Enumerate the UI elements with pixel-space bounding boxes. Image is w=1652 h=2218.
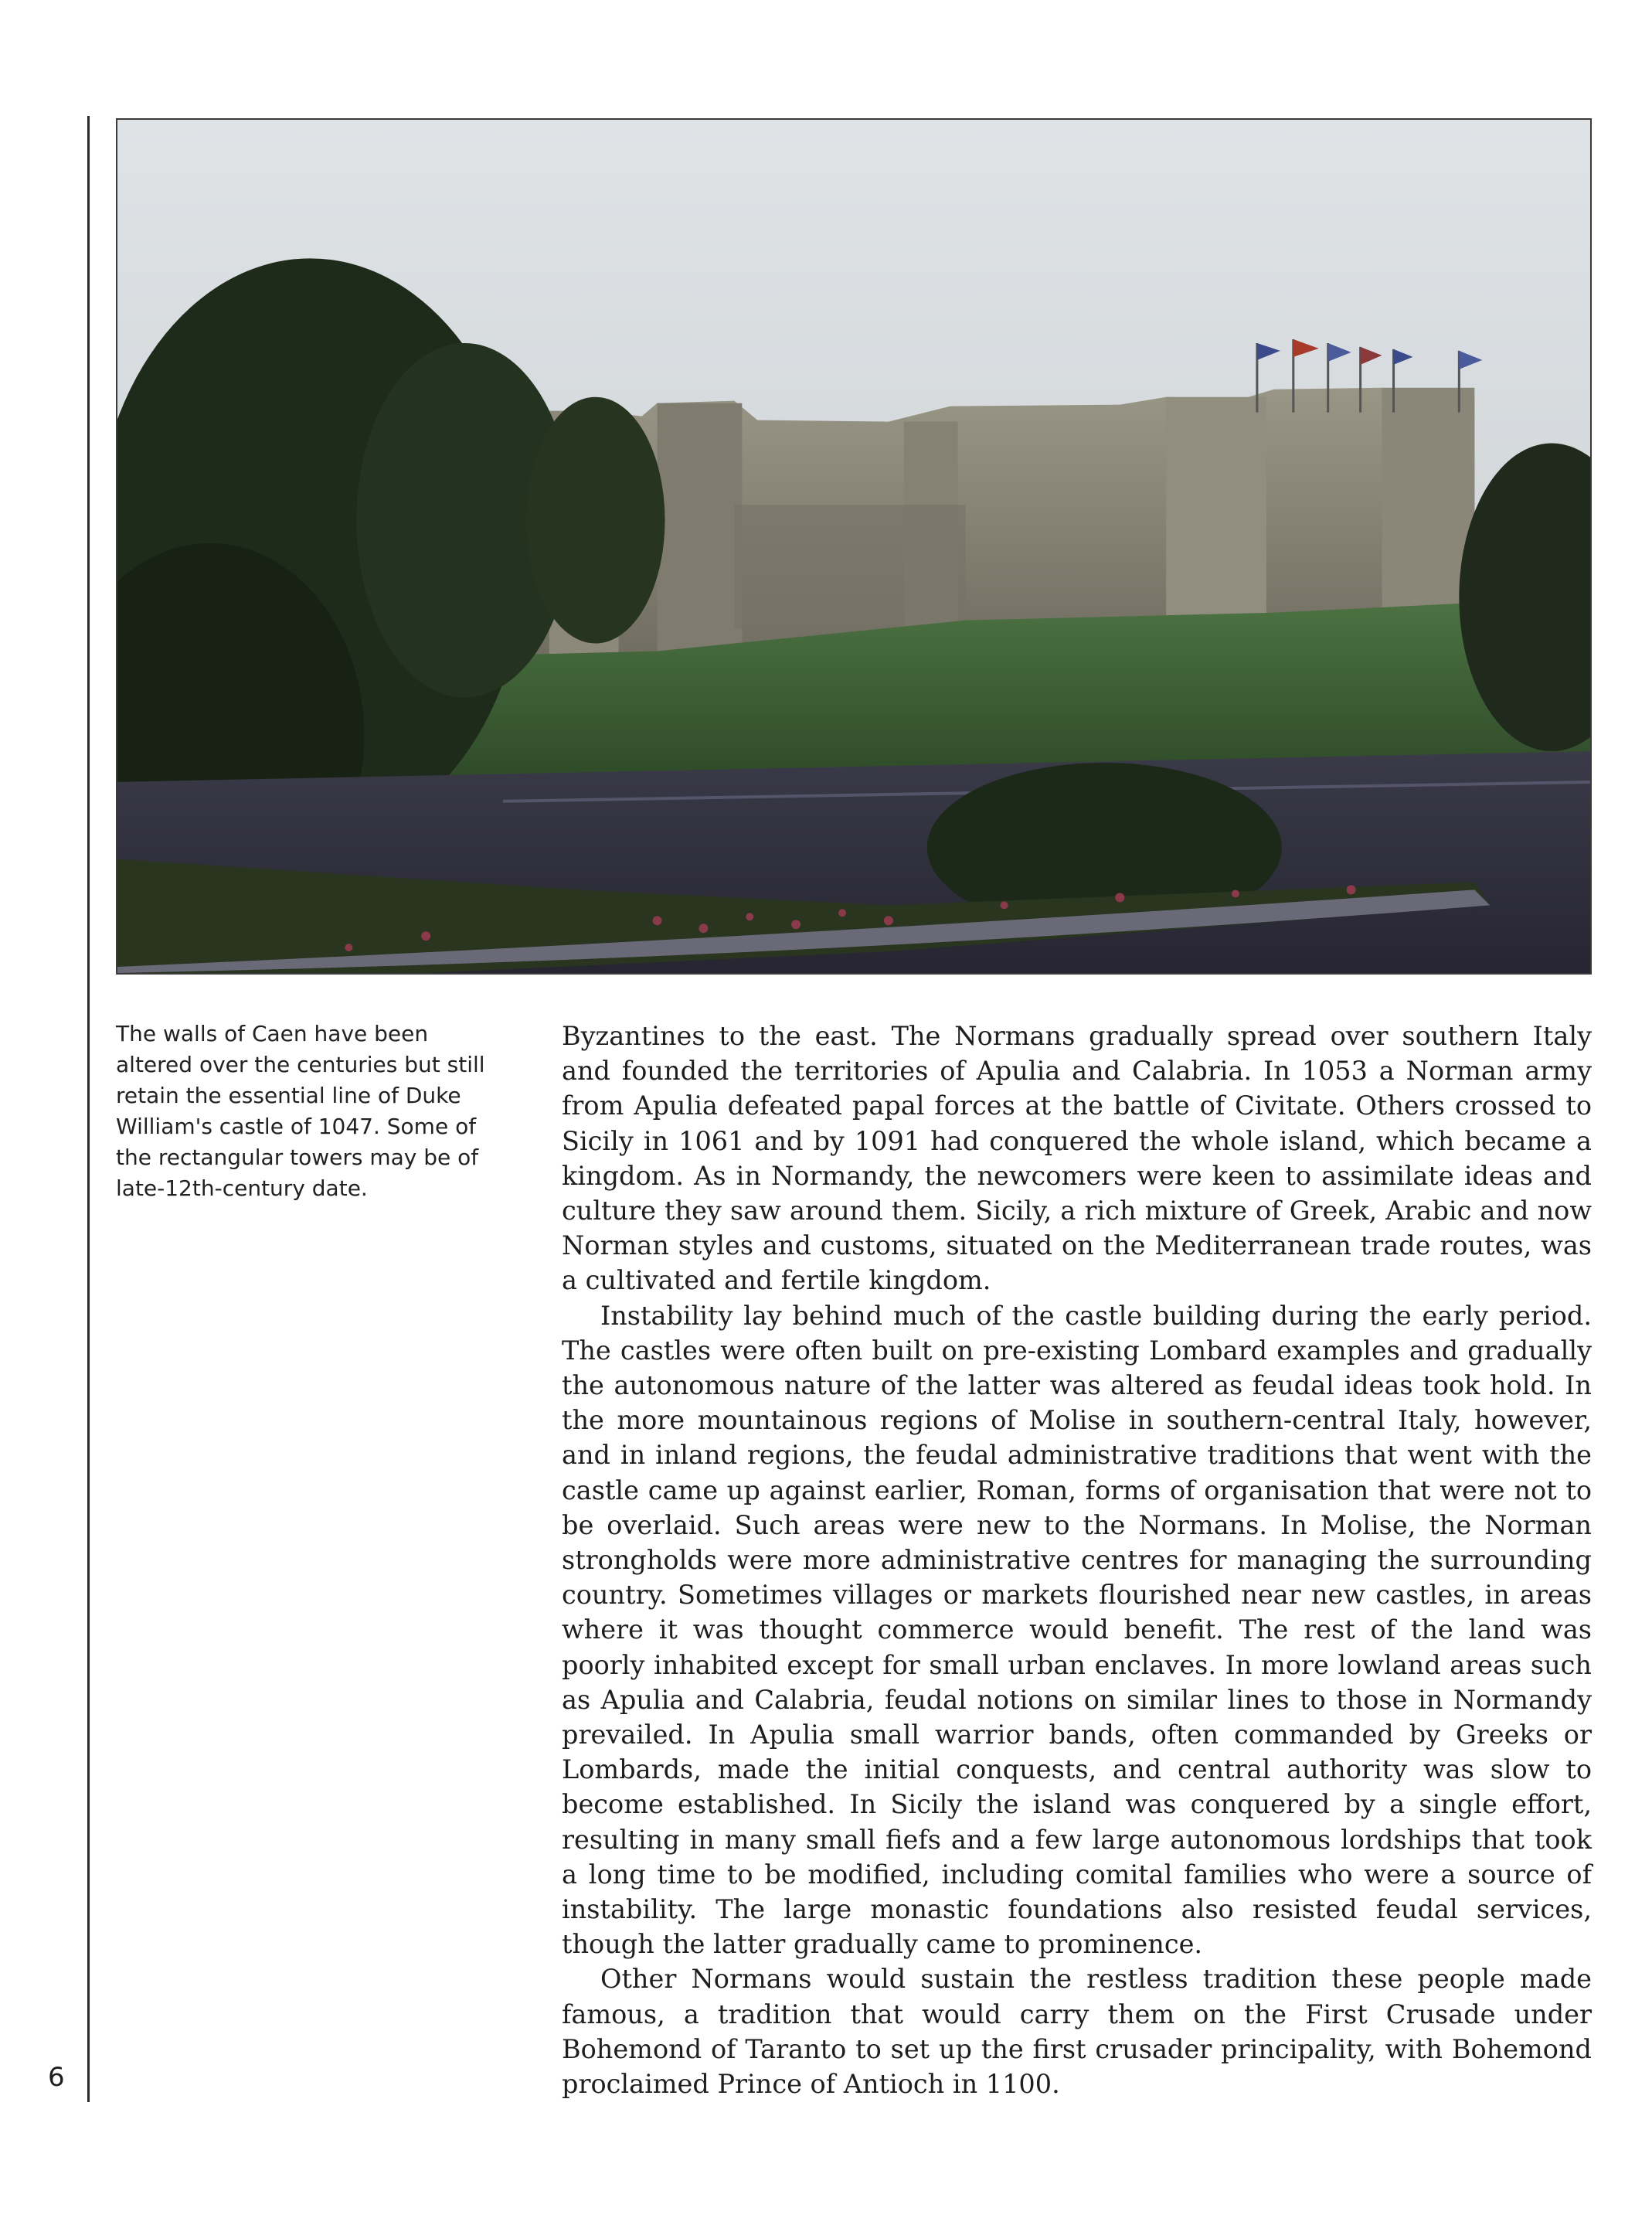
paragraph-3: Other Normans would sustain the restless tradition these people made famous, a tradition that would carry them on the First Crusade under Bohemond of Taranto to set up the first crusader principality, with Bohemond proclaimed Prince of Antioch in 1100. bbox=[562, 1964, 1592, 2100]
paragraph-1: Byzantines to the east. The Normans gradually spread over southern Italy and founded the territories of Apulia and Calabria. In 1053 a Norman army from Apulia defeated papal forces at the battle of Civitate. Others crossed to Sicily in 1061 and by 1091 had conquered the whole island, which became a kingdom. As in Normandy, the newcomers were keen to assimilate ideas and culture they saw around them. Sicily, a rich mixture of Greek, Arabic and now Norman styles and customs, situated on the Mediterranean trade routes, was a cultivated and fertile kingdom. bbox=[562, 1021, 1592, 1296]
paragraph-2: Instability lay behind much of the castle building during the early period. The castles were often built on pre-existing Lombard examples and gradually the autonomous nature of the latter was altered as feudal ideas took hold. In the more mountainous regions of Molise in southern-central Italy, however, and in inland regions, the feudal administrative traditions that went with the castle came up against earlier, Roman, forms of organisation that were not to be overlaid. Such areas were new to the Normans. In Molise, the Norman strongholds were more administrative centres for managing the surrounding country. Sometimes villages or markets flourished near new castles, in areas where it was thought commerce would benefit. The rest of the land was poorly inhabited except for small urban enclaves. In more lowland areas such as Apulia and Calabria, feudal notions on similar lines to those in Normandy prevailed. In Apulia small warrior bands, often commanded by Greeks or Lombards, made the initial conquests, and central authority was slow to become established. In Sicily the island was conquered by a single effort, resulting in many small fiefs and a few large autonomous lordships that took a long time to be modified, including comital families who were a source of instability. The large monastic foundations also resisted feudal services, though the latter gradually came to prominence. bbox=[562, 1300, 1592, 1960]
body-text bbox=[562, 1019, 1592, 2101]
photo-caption: The walls of Caen have been altered over the centuries but still retain the essential line of Duke William's castle of 1047. Some of the rectangular towers may be of late-12th-century date. bbox=[116, 1021, 485, 1201]
castle-photo bbox=[116, 118, 1592, 975]
castle-photo-illustration bbox=[117, 120, 1590, 973]
page-number: 6 bbox=[48, 2062, 65, 2093]
left-margin-rule bbox=[87, 116, 90, 2102]
